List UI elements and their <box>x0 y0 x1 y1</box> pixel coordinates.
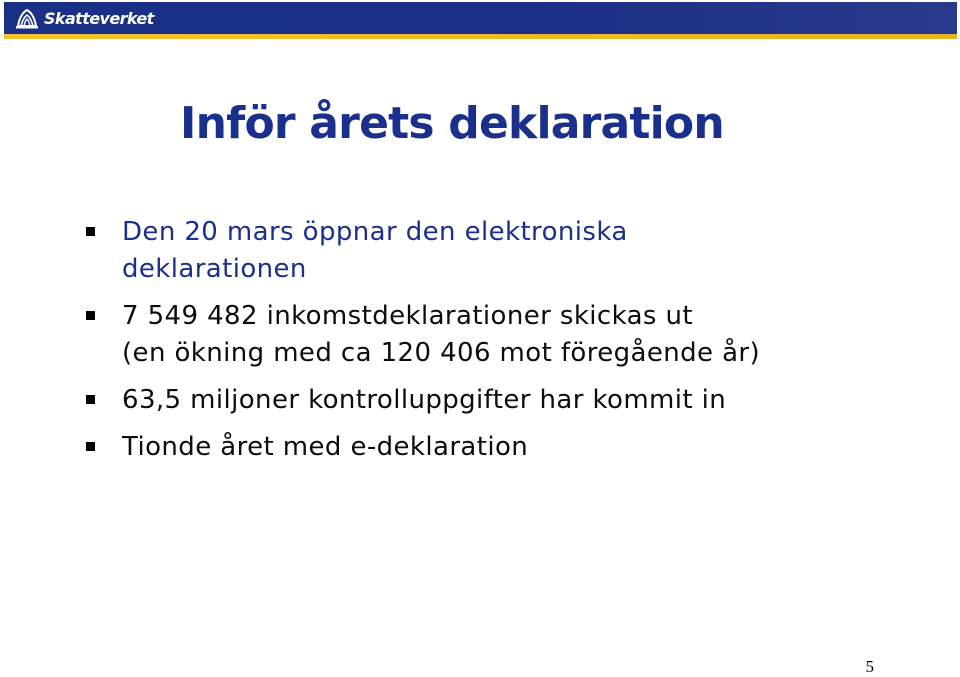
bullet-square-icon <box>86 311 95 320</box>
bullet-square-icon <box>86 442 95 451</box>
bullet-list <box>86 214 906 476</box>
bullet-item-declarations-sent <box>86 298 906 372</box>
logo-text: Skatteverket <box>44 8 154 28</box>
skatteverket-logo <box>14 5 154 31</box>
header-accent-stripe <box>4 34 957 39</box>
bullet-item-release-date <box>86 214 906 288</box>
bullet-item-tenth-year <box>86 429 906 466</box>
bullet-line: Den 20 mars öppnar den elektroniska <box>122 217 628 247</box>
bullet-item-control-data <box>86 382 906 419</box>
bullet-line: Tionde året med e-deklaration <box>122 432 529 462</box>
bullet-square-icon <box>86 227 95 236</box>
bullet-line: 63,5 miljoner kontrolluppgifter har kommit in <box>122 385 727 415</box>
bullet-line: 7 549 482 inkomstdeklarationer skickas ut <box>122 301 694 331</box>
bullet-line: deklarationen <box>122 254 307 284</box>
page-number: 5 <box>865 657 874 676</box>
bullet-line: (en ökning med ca 120 406 mot föregående år) <box>122 338 761 368</box>
crown-emblem-icon <box>14 6 40 30</box>
slide-title: Inför årets deklaration <box>180 98 724 149</box>
bullet-square-icon <box>86 395 95 404</box>
